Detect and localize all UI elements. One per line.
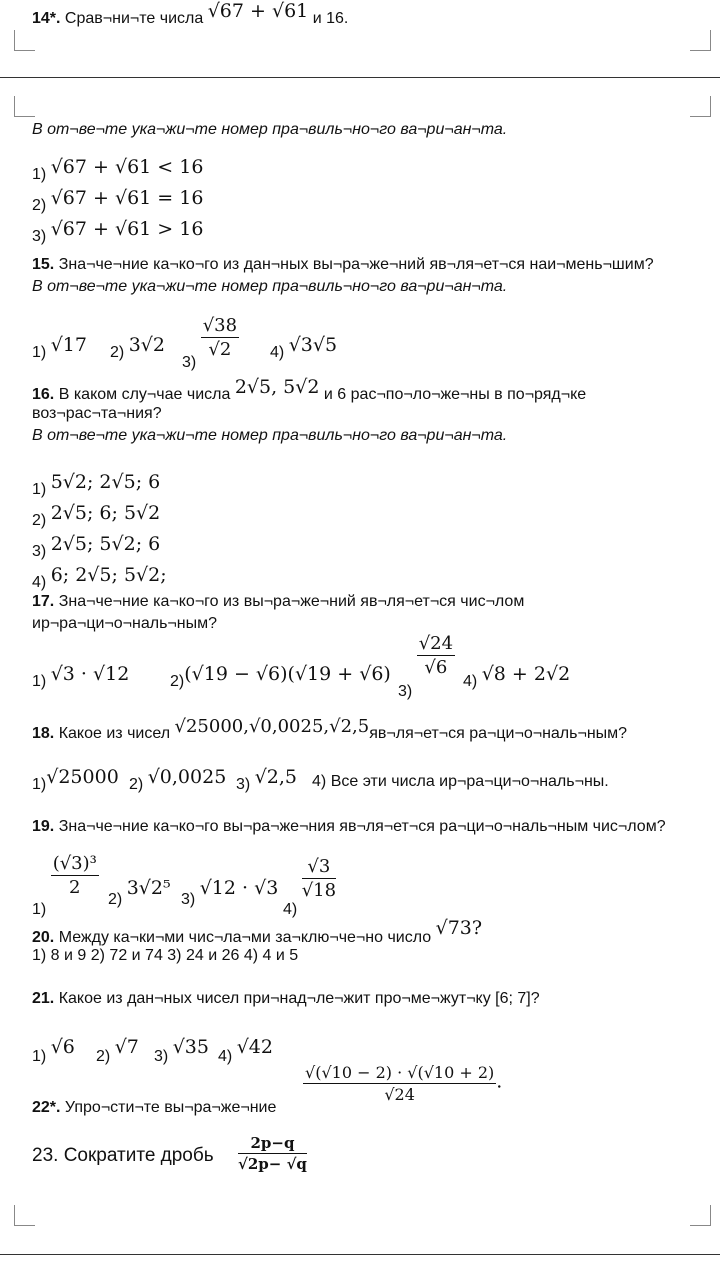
- question-23: 23. Сократите дробь: [32, 1145, 214, 1166]
- option-expression: 2√5; 6; 5√2: [50, 502, 161, 524]
- option-number: 2): [96, 1048, 111, 1065]
- option-number: 3): [182, 353, 197, 371]
- question-number: 21.: [32, 990, 55, 1007]
- page-corner-mark: [14, 96, 35, 117]
- option-expression: √12 · √3: [199, 877, 279, 899]
- option-number: 2): [32, 197, 47, 214]
- option-number: 1): [32, 481, 47, 498]
- question-14: [32, 0, 349, 28]
- option-row: [181, 877, 279, 909]
- option-expression: 2√5; 5√2; 6: [50, 533, 161, 555]
- question-number: 20.: [32, 929, 55, 946]
- option-row: [312, 773, 609, 791]
- option-expression: √8 + 2√2: [481, 663, 571, 685]
- option-row: [32, 1036, 75, 1066]
- option-expression: √7: [114, 1036, 139, 1058]
- option-expression: √67 + √61 = 16: [50, 187, 204, 209]
- option-expression: √0,0025: [147, 766, 227, 788]
- question-text: В каком слу¬чае числа: [58, 386, 231, 403]
- option-expression: 5√2; 2√5; 6: [50, 471, 161, 493]
- fraction-denominator: 2: [69, 877, 81, 898]
- option-number: 4): [270, 344, 285, 361]
- option-row: [170, 663, 391, 691]
- option-number: 4): [32, 574, 47, 591]
- option-row: [32, 663, 130, 691]
- option-number: 2): [170, 673, 185, 690]
- option-expression: √3 · √12: [50, 663, 130, 685]
- expression-dot: .: [496, 1070, 503, 1093]
- option-row: [270, 334, 338, 362]
- option-text: Все эти числа ир¬ра¬ци¬о¬наль¬ны.: [330, 773, 609, 790]
- question-number: 19.: [32, 818, 55, 835]
- option-number: 1): [32, 776, 47, 793]
- question-number: 22*.: [32, 1099, 61, 1116]
- fraction-denominator: √6: [424, 657, 448, 678]
- option-expression: √25000: [46, 766, 119, 788]
- option-row: [32, 853, 99, 918]
- option-row: [398, 633, 455, 700]
- fraction-denominator: √2: [208, 339, 232, 360]
- option-number: 4): [283, 900, 298, 918]
- question-text: Какое из чисел: [58, 725, 171, 742]
- question-text: Какое из дан¬ных чисел при¬над¬ле¬жит про¬ме¬жут¬ку [6; 7]?: [58, 990, 540, 1007]
- option-expression: 3√2: [128, 334, 165, 356]
- question-text: ир¬ра¬ци¬о¬наль¬ным?: [32, 615, 217, 632]
- question-text: Зна¬че¬ние ка¬ко¬го из вы¬ра¬же¬ний яв¬ля¬ет¬ся чис¬лом: [58, 593, 525, 610]
- question-text: и 16.: [312, 10, 349, 27]
- option-number: 4): [463, 673, 478, 690]
- option-expression: √67 + √61 < 16: [50, 156, 204, 178]
- option-row: [32, 218, 204, 246]
- answer-options-line: 1) 8 и 9 2) 72 и 74 3) 24 и 26 4) 4 и 5: [32, 947, 299, 964]
- option-row: [218, 1036, 273, 1066]
- page-corner-mark: [690, 30, 711, 51]
- answer-instruction: В от¬ве¬те ука¬жи¬те номер пра¬виль¬но¬го ва¬ри¬ан¬та.: [32, 121, 508, 138]
- option-number: 3): [32, 228, 47, 245]
- simplify-expression: [303, 1063, 502, 1104]
- option-expression: √2,5: [254, 766, 298, 788]
- option-row: [236, 766, 298, 794]
- fraction-denominator: √18: [301, 880, 337, 901]
- question-number: 16.: [32, 386, 55, 403]
- question-21: [32, 990, 540, 1008]
- option-row: [154, 1036, 209, 1066]
- option-fraction: [51, 853, 99, 898]
- option-number: 1): [32, 673, 47, 690]
- option-expression: √67 + √61 > 16: [50, 218, 204, 240]
- fraction-numerator: (√3)³: [52, 853, 97, 874]
- option-row: [32, 156, 204, 184]
- fraction-numerator: 2p−q: [238, 1134, 307, 1154]
- option-number: 1): [32, 166, 47, 183]
- math-expression: 2√5, 5√2: [234, 376, 320, 398]
- question-text: Между ка¬ки¬ми чис¬ла¬ми за¬клю¬че¬но число: [58, 929, 432, 946]
- option-number: 3): [154, 1048, 169, 1065]
- option-row: [110, 334, 165, 362]
- option-fraction: [302, 856, 336, 901]
- fraction-numerator: √38: [202, 315, 238, 336]
- option-number: 2): [110, 344, 125, 361]
- fraction-denominator: √24: [384, 1085, 415, 1104]
- option-row: [32, 564, 167, 592]
- option-number: 3): [32, 543, 47, 560]
- option-number: 2): [108, 891, 123, 908]
- answer-instruction: В от¬ве¬те ука¬жи¬те номер пра¬виль¬но¬го ва¬ри¬ан¬та.: [32, 278, 508, 295]
- option-row: [108, 877, 171, 909]
- option-row: [283, 856, 337, 918]
- page-divider: [0, 1254, 720, 1255]
- question-text: воз¬рас¬та¬ния?: [32, 405, 162, 422]
- page-divider: [0, 77, 720, 78]
- option-fraction: [417, 633, 455, 678]
- question-17: [32, 593, 524, 611]
- question-text: Зна¬че¬ние ка¬ко¬го из дан¬ных вы¬ра¬же¬ний яв¬ля¬ет¬ся наи¬мень¬шим?: [58, 256, 654, 273]
- answer-instruction: В от¬ве¬те ука¬жи¬те номер пра¬виль¬но¬го ва¬ри¬ан¬та.: [32, 427, 508, 444]
- option-number: 2): [32, 512, 47, 529]
- question-19: [32, 818, 666, 836]
- expression-fraction: [238, 1134, 307, 1173]
- question-text: Срав¬ни¬те числа: [64, 10, 204, 27]
- question-text: Зна¬че¬ние ка¬ко¬го вы¬ра¬же¬ния яв¬ля¬ет¬ся ра¬ци¬о¬наль¬ным чис¬лом?: [58, 818, 666, 835]
- question-text: и 6 рас¬по¬ло¬же¬ны в по¬ряд¬ке: [323, 386, 587, 403]
- question-number: 17.: [32, 593, 55, 610]
- option-number: 3): [181, 891, 196, 908]
- option-row: [96, 1036, 139, 1066]
- option-row: [32, 766, 119, 794]
- question-text: яв¬ля¬ет¬ся ра¬ци¬о¬наль¬ным?: [369, 725, 628, 742]
- option-row: [32, 533, 161, 561]
- fraction-numerator: √(√10 − 2) · √(√10 + 2): [305, 1063, 495, 1082]
- fraction-numerator: √24: [418, 633, 454, 654]
- option-expression: √6: [50, 1036, 75, 1058]
- option-number: 3): [398, 682, 413, 700]
- fraction-denominator: √2p− √q: [238, 1155, 307, 1173]
- option-number: 1): [32, 344, 47, 361]
- option-row: [32, 502, 161, 530]
- math-expression: √73?: [435, 917, 483, 939]
- page-corner-mark: [14, 30, 35, 51]
- question-22: [32, 1099, 276, 1117]
- option-expression: 6; 2√5; 5√2;: [50, 564, 167, 586]
- option-expression: √42: [236, 1036, 273, 1058]
- question-number: 18.: [32, 725, 55, 742]
- question-text: Упро¬сти¬те вы¬ра¬же¬ние: [64, 1099, 277, 1116]
- option-row: [32, 334, 87, 362]
- page-corner-mark: [690, 96, 711, 117]
- page-corner-mark: [14, 1205, 35, 1226]
- option-expression: √17: [50, 334, 87, 356]
- question-18: [32, 716, 628, 743]
- option-row: [32, 187, 204, 215]
- option-number: 1): [32, 900, 47, 918]
- option-expression: 3√2⁵: [126, 877, 171, 899]
- page-corner-mark: [690, 1205, 711, 1226]
- option-number: 4): [312, 773, 327, 790]
- option-number: 4): [218, 1048, 233, 1065]
- expression-fraction: [303, 1063, 496, 1104]
- option-row: [32, 471, 161, 499]
- option-number: 1): [32, 1048, 47, 1065]
- option-row: [129, 766, 227, 794]
- option-expression: (√19 − √6)(√19 + √6): [184, 663, 391, 685]
- option-row: [463, 663, 571, 691]
- reduce-fraction: [238, 1134, 307, 1173]
- option-number: 3): [236, 776, 251, 793]
- math-expression: √25000,√0,0025,√2,5: [174, 716, 370, 737]
- fraction-numerator: √3: [302, 856, 336, 879]
- option-expression: √35: [172, 1036, 209, 1058]
- option-expression: √3√5: [288, 334, 338, 356]
- question-20: [32, 917, 483, 947]
- option-fraction: [201, 315, 239, 360]
- question-16: [32, 376, 587, 404]
- question-number: 14*.: [32, 10, 61, 27]
- question-number: 15.: [32, 256, 55, 273]
- option-row: [182, 315, 239, 371]
- question-15: [32, 256, 654, 274]
- math-expression: √67 + √61: [207, 0, 309, 22]
- option-number: 2): [129, 776, 144, 793]
